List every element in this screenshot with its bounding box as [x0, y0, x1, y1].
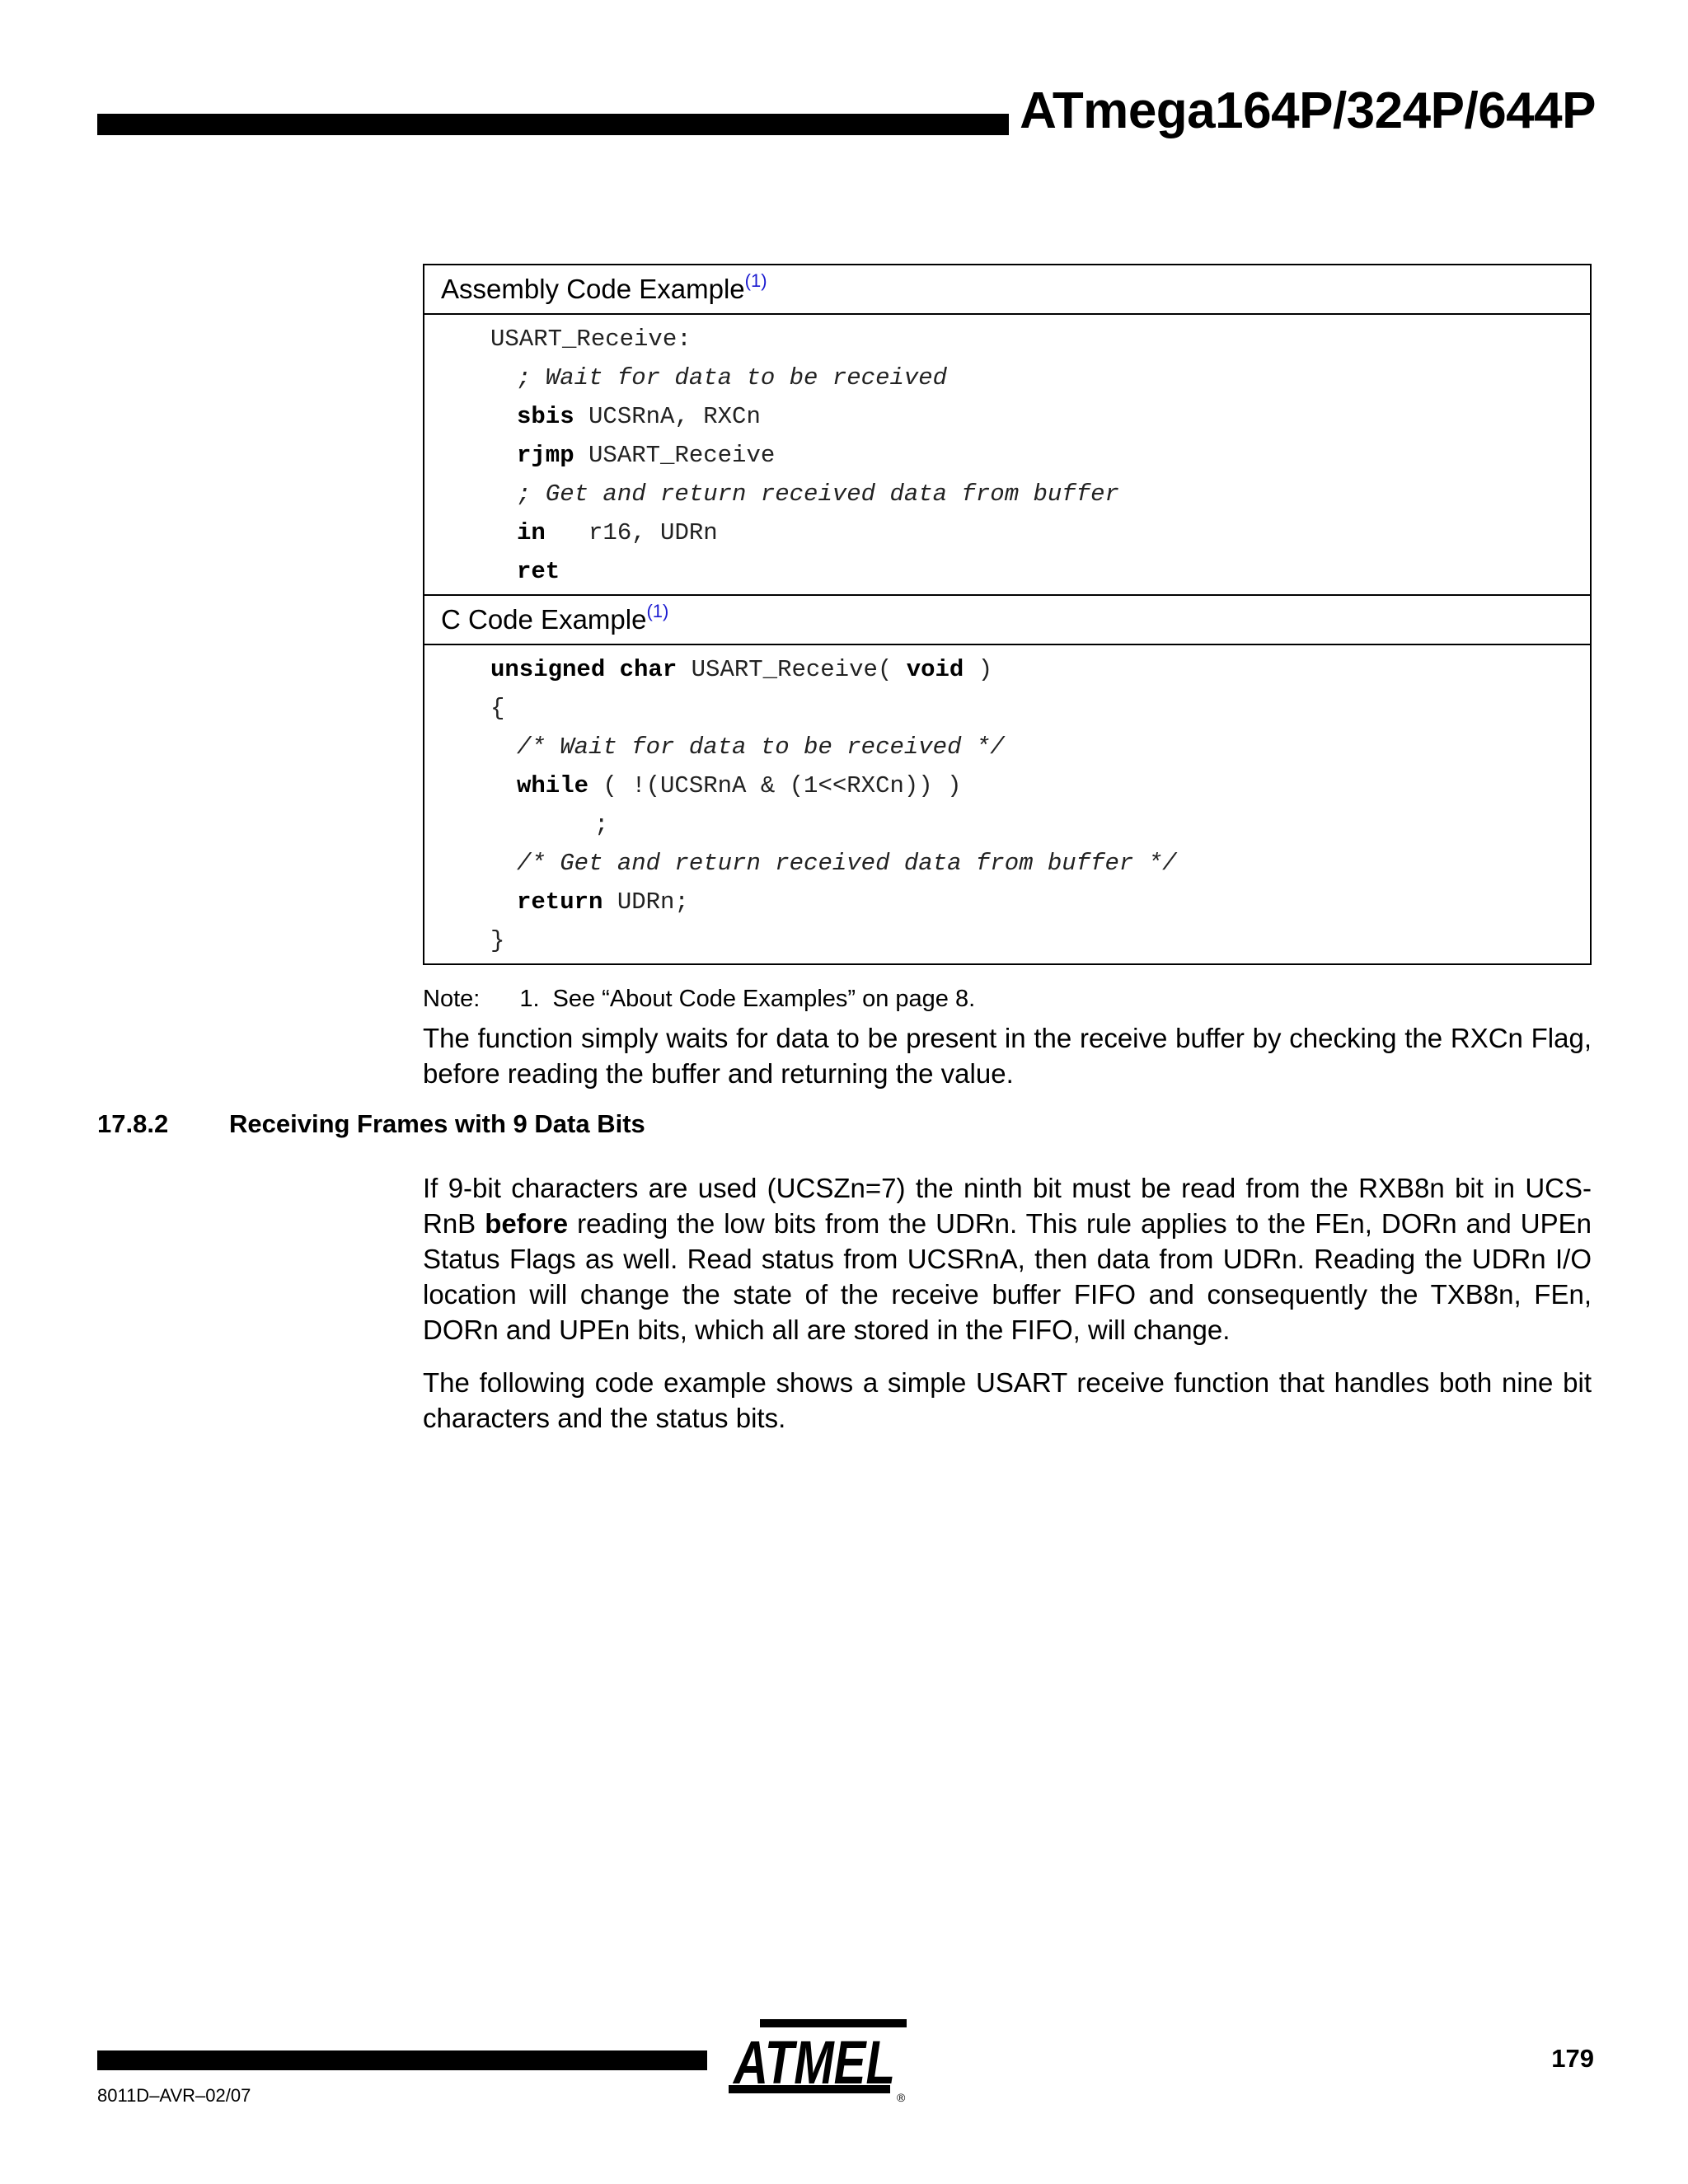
atmel-logo: [729, 2018, 907, 2103]
body-paragraph: The following code example shows a simple USART receive function that handles both nine bit characters and the status bits.: [423, 1367, 1592, 1433]
header-rule: [97, 114, 1009, 135]
code-line: }: [490, 927, 505, 954]
assembly-code-block: [424, 315, 1590, 596]
svg-text:ATMEL: ATMEL: [732, 2028, 895, 2097]
code-line: rjmp USART_Receive: [517, 442, 776, 469]
code-line: sbis UCSRnA, RXCn: [517, 403, 761, 430]
assembly-heading: Assembly Code Example$^{(1)}$: [424, 265, 1590, 315]
svg-text:®: ®: [897, 2091, 906, 2103]
c-heading: C Code Example$^{(1)}$: [424, 596, 1590, 645]
code-example-table: [423, 264, 1592, 965]
code-line: ;: [594, 811, 609, 838]
footnote: Note: 1. See “About Code Examples” on page 8.: [423, 986, 976, 1012]
code-line: ret: [517, 558, 560, 585]
section-title: Receiving Frames with 9 Data Bits: [229, 1109, 645, 1138]
code-line: unsigned char USART_Receive( void ): [490, 656, 993, 683]
page-number: 179: [1551, 2044, 1594, 2073]
code-line: /* Get and return received data from buffer */: [517, 850, 1177, 877]
page-header-title: ATmega164P/324P/644P: [1020, 82, 1596, 139]
page-reference-link[interactable]: See “About Code Examples” on page 8.: [552, 986, 976, 1012]
code-line: /* Wait for data to be received */: [517, 733, 1005, 761]
code-line: ; Wait for data to be received: [517, 364, 948, 391]
document-id: 8011D–AVR–02/07: [97, 2085, 251, 2106]
body-paragraph: The function simply waits for data to be present in the receive buffer by checking the RXCn Flag, before reading the buffer and returning the value.: [423, 1023, 1592, 1089]
code-line: in r16, UDRn: [517, 519, 718, 546]
c-code-block: [424, 645, 1590, 963]
footnote-ref-link[interactable]: (1): [646, 601, 669, 621]
body-paragraph: If 9-bit characters are used (UCSZn=7) the ninth bit must be read from the RXB8n bit in UCS-RnB before reading the low bits from the UDRn. This rule applies to the FEn, DORn and UPEn Status Flags as well. Read status from UCSRnA, then data from UDRn. Reading the UDRn I/O location will change the state of the receive buffer FIFO and consequently the TXB8n, FEn, DORn and UPEn bits, which all are stored in the FIFO, will change.: [423, 1173, 1592, 1345]
footer-rule: [97, 2050, 707, 2070]
code-line: {: [490, 695, 505, 722]
code-line: USART_Receive:: [490, 326, 692, 353]
code-line: ; Get and return received data from buffer: [517, 480, 1119, 508]
section-number: 17.8.2: [97, 1109, 169, 1138]
footnote-ref-link[interactable]: (1): [744, 270, 767, 291]
code-line: while ( !(UCSRnA & (1<<RXCn)) ): [517, 772, 962, 799]
code-line: return UDRn;: [517, 888, 689, 916]
